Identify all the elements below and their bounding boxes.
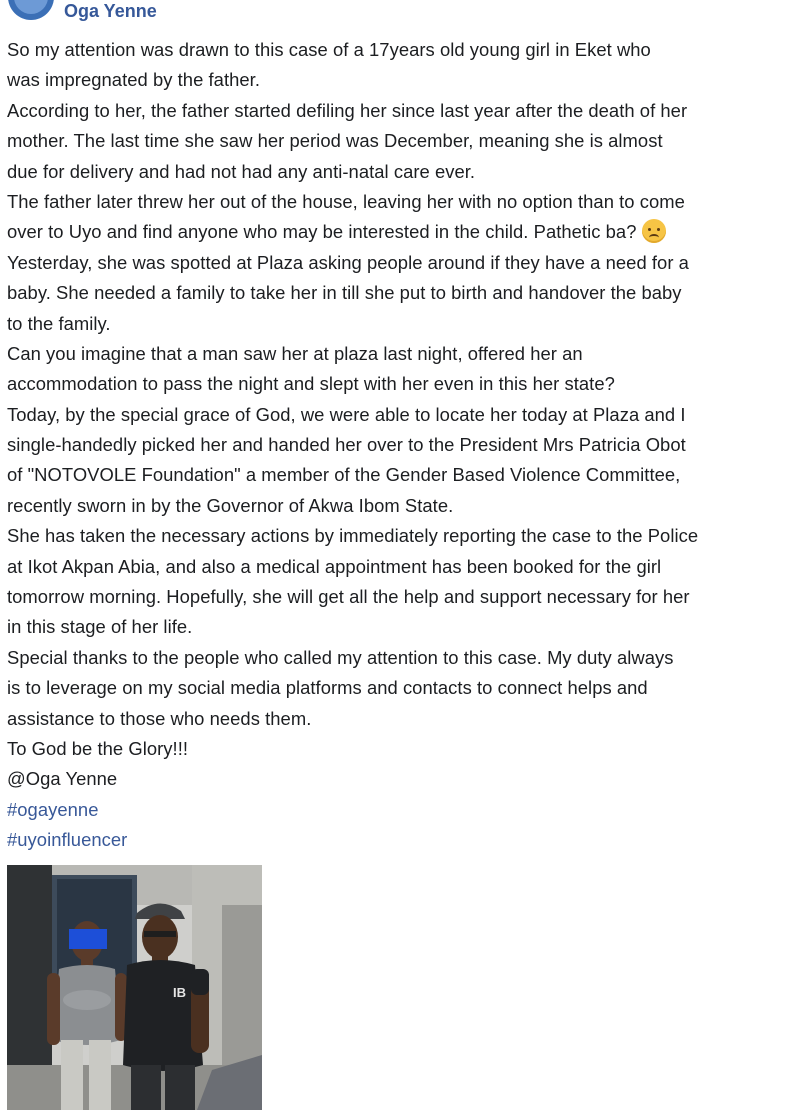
profile-avatar[interactable] xyxy=(8,0,54,20)
post-line: tomorrow morning. Hopefully, she will get all the help and support necessary for her xyxy=(7,586,690,608)
post-line: recently sworn in by the Governor of Akwa Ibom State. xyxy=(7,494,454,516)
post-line: of "NOTOVOLE Foundation" a member of the Gender Based Violence Committee, xyxy=(7,464,681,486)
sad-face-emoji-icon xyxy=(642,219,666,243)
post-line: single-handedly picked her and handed her over to the President Mrs Patricia Obot xyxy=(7,434,686,456)
post-line: is to leverage on my social media platforms and contacts to connect helps and xyxy=(7,677,648,699)
post-line xyxy=(7,217,793,247)
post-line: in this stage of her life. xyxy=(7,616,193,638)
post-line: Special thanks to the people who called my attention to this case. My duty always xyxy=(7,646,674,668)
post-photo-image xyxy=(7,865,262,1110)
post-line: She has taken the necessary actions by immediately reporting the case to the Police xyxy=(7,525,699,547)
post-photo[interactable] xyxy=(7,865,262,1110)
svg-text:IB: IB xyxy=(173,985,186,1000)
post-line: Yesterday, she was spotted at Plaza asking people around if they have a need for a xyxy=(7,251,689,273)
post-line: Can you imagine that a man saw her at plaza last night, offered her an xyxy=(7,342,583,364)
post-line: Today, by the special grace of God, we were able to locate her today at Plaza and I xyxy=(7,403,686,425)
post-line: To God be the Glory!!! xyxy=(7,737,189,759)
author-name[interactable]: Oga Yenne xyxy=(64,1,157,21)
mention-line: @Oga Yenne xyxy=(7,768,118,790)
post-line: So my attention was drawn to this case of a 17years old young girl in Eket who xyxy=(7,39,651,60)
post-line-text: over to Uyo and find anyone who may be interested in the child. Pathetic ba? xyxy=(7,221,637,243)
post-line: According to her, the father started defiling her since last year after the death of her xyxy=(7,99,688,121)
post-line: assistance to those who needs them. xyxy=(7,707,312,729)
post-line: at Ikot Akpan Abia, and also a medical appointment has been booked for the girl xyxy=(7,555,662,577)
hashtag-link-ogayenne[interactable]: #ogayenne xyxy=(7,798,99,820)
post-line: baby. She needed a family to take her in till she put to birth and handover the baby xyxy=(7,282,682,304)
post-line: The father later threw her out of the house, leaving her with no option than to come xyxy=(7,190,685,212)
post-line: was impregnated by the father. xyxy=(7,69,260,91)
hashtag-link-uyoinfluencer[interactable]: #uyoinfluencer xyxy=(7,829,128,851)
post-line: accommodation to pass the night and slept with her even in this her state? xyxy=(7,373,615,395)
post-line: mother. The last time she saw her period was December, meaning she is almost xyxy=(7,130,663,152)
post-header xyxy=(0,0,800,24)
post-line: due for delivery and had not had any anti-natal care ever. xyxy=(7,160,476,182)
post-text xyxy=(7,35,793,856)
post-line: to the family. xyxy=(7,312,111,334)
